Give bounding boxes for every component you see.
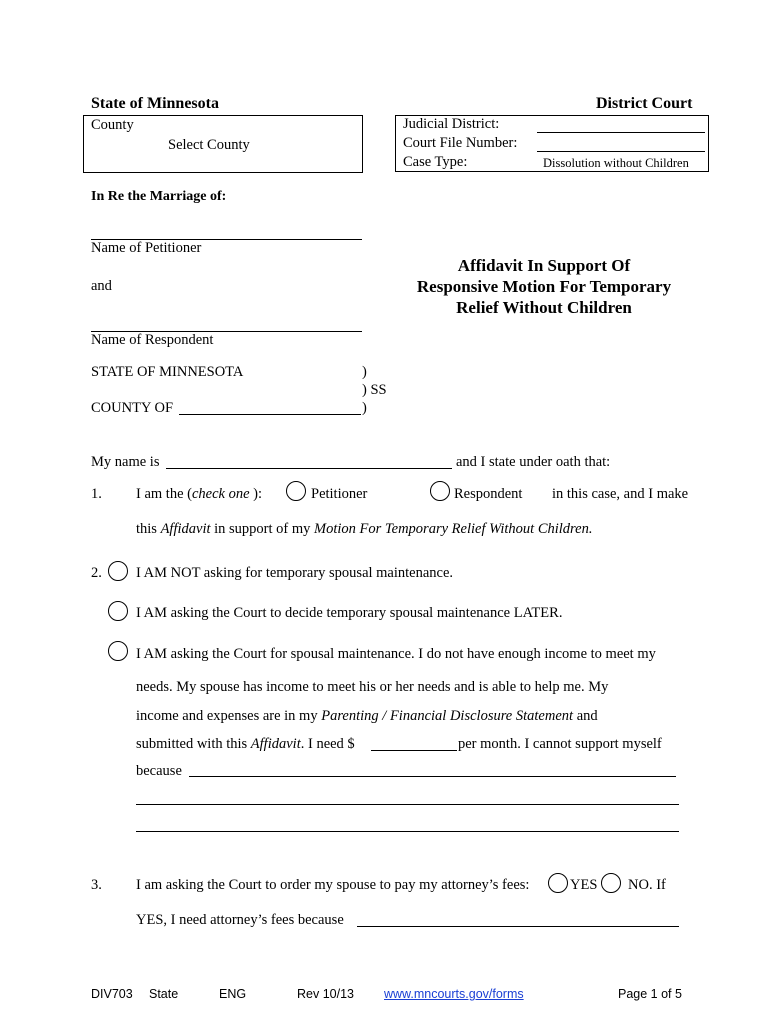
footer-rev: Rev 10/13: [297, 987, 354, 1001]
petitioner-radio[interactable]: [286, 481, 306, 501]
maintenance-later-radio[interactable]: [108, 601, 128, 621]
footer-form-id: DIV703: [91, 987, 133, 1001]
footer-page-number: Page 1 of 5: [618, 987, 682, 1001]
para-2-line-4: [136, 736, 355, 753]
fees-reason-field[interactable]: [357, 926, 679, 927]
disclosure-statement-term: Parenting / Financial Disclosure Statement: [321, 708, 574, 724]
county-select[interactable]: Select County: [168, 137, 250, 153]
para-2-line-3: [136, 708, 598, 725]
para-1-line2-a: this: [136, 521, 161, 537]
judicial-district-field[interactable]: [537, 132, 705, 133]
judicial-district-label: Judicial District:: [403, 116, 500, 132]
fees-reason-label: YES, I need attorney’s fees because: [136, 912, 344, 928]
para-2-number: 2.: [91, 565, 102, 581]
and-text: and: [91, 278, 112, 294]
respondent-radio[interactable]: [430, 481, 450, 501]
case-type-value: Dissolution without Children: [543, 156, 689, 170]
respondent-label: Name of Respondent: [91, 332, 214, 348]
para-2-line3-b: and: [573, 708, 598, 724]
venue-paren-3: ): [362, 400, 367, 416]
para-1-text-b: ):: [249, 486, 263, 502]
title-line-1: Affidavit In Support Of: [457, 256, 631, 275]
court-heading: District Court: [596, 95, 693, 112]
respondent-option-label: Respondent: [454, 486, 523, 502]
para-2-line4-b: . I need $: [300, 736, 355, 752]
my-name-label: My name is: [91, 454, 160, 470]
para-2-line-4-tail: per month. I cannot support myself: [458, 736, 662, 752]
venue-paren-ss: ) SS: [362, 382, 387, 398]
no-maintenance-label: I AM NOT asking for temporary spousal maintenance.: [136, 565, 454, 581]
no-maintenance-radio[interactable]: [108, 561, 128, 581]
title-line-3: Relief Without Children: [456, 298, 632, 317]
affidavit-term: Affidavit: [160, 521, 211, 537]
venue-paren-1: ): [362, 364, 367, 380]
my-name-field[interactable]: [166, 468, 452, 469]
court-file-label: Court File Number:: [403, 135, 518, 151]
oath-text: and I state under oath that:: [456, 454, 611, 470]
petitioner-option-label: Petitioner: [311, 486, 368, 502]
petitioner-label: Name of Petitioner: [91, 240, 202, 256]
footer-forms-link[interactable]: www.mncourts.gov/forms: [384, 987, 524, 1001]
because-field-3[interactable]: [136, 831, 679, 832]
fees-yes-radio[interactable]: [548, 873, 568, 893]
para-2-line-2: needs. My spouse has income to meet his or her needs and is able to help me. My: [136, 679, 609, 695]
venue-county-field[interactable]: [179, 414, 361, 415]
para-3-number: 3.: [91, 877, 102, 893]
maintenance-now-radio[interactable]: [108, 641, 128, 661]
affidavit-term-2: Affidavit: [250, 736, 301, 752]
footer-lang: ENG: [219, 987, 247, 1001]
para-2-line4-a: submitted with this: [136, 736, 251, 752]
county-label: County: [91, 117, 134, 133]
footer-state: State: [149, 987, 179, 1001]
because-field-1[interactable]: [189, 776, 676, 777]
attorney-fees-question: I am asking the Court to order my spouse to pay my attorney’s fees:: [136, 877, 530, 893]
para-1-tail: in this case, and I make: [552, 486, 689, 502]
venue-county-label: COUNTY OF: [91, 400, 174, 416]
para-1-line-2: [136, 521, 592, 538]
case-type-label: Case Type:: [403, 154, 468, 170]
para-1-line2-b: in support of my: [210, 521, 315, 537]
monthly-amount-field[interactable]: [371, 750, 457, 751]
para-2-line3-a: income and expenses are in my: [136, 708, 322, 724]
fees-no-radio[interactable]: [601, 873, 621, 893]
fees-no-label: NO. If: [628, 877, 666, 893]
maintenance-later-label: I AM asking the Court to decide temporary spousal maintenance LATER.: [136, 605, 563, 621]
state-heading: State of Minnesota: [91, 95, 219, 112]
venue-state: STATE OF MINNESOTA: [91, 364, 244, 380]
because-field-2[interactable]: [136, 804, 679, 805]
maintenance-now-label: I AM asking the Court for spousal maintenance. I do not have enough income to meet my: [136, 646, 656, 662]
fees-yes-label: YES: [570, 877, 598, 893]
court-file-field[interactable]: [537, 151, 705, 152]
because-label: because: [136, 763, 182, 779]
check-one-text: check one: [191, 486, 250, 502]
in-re-heading: In Re the Marriage of:: [91, 189, 227, 204]
para-1-text-a: I am the (: [136, 486, 192, 502]
title-line-2: Responsive Motion For Temporary: [416, 277, 672, 296]
motion-term: Motion For Temporary Relief Without Children.: [314, 521, 593, 537]
para-1-number: 1.: [91, 486, 102, 502]
para-1-intro: [136, 486, 262, 503]
